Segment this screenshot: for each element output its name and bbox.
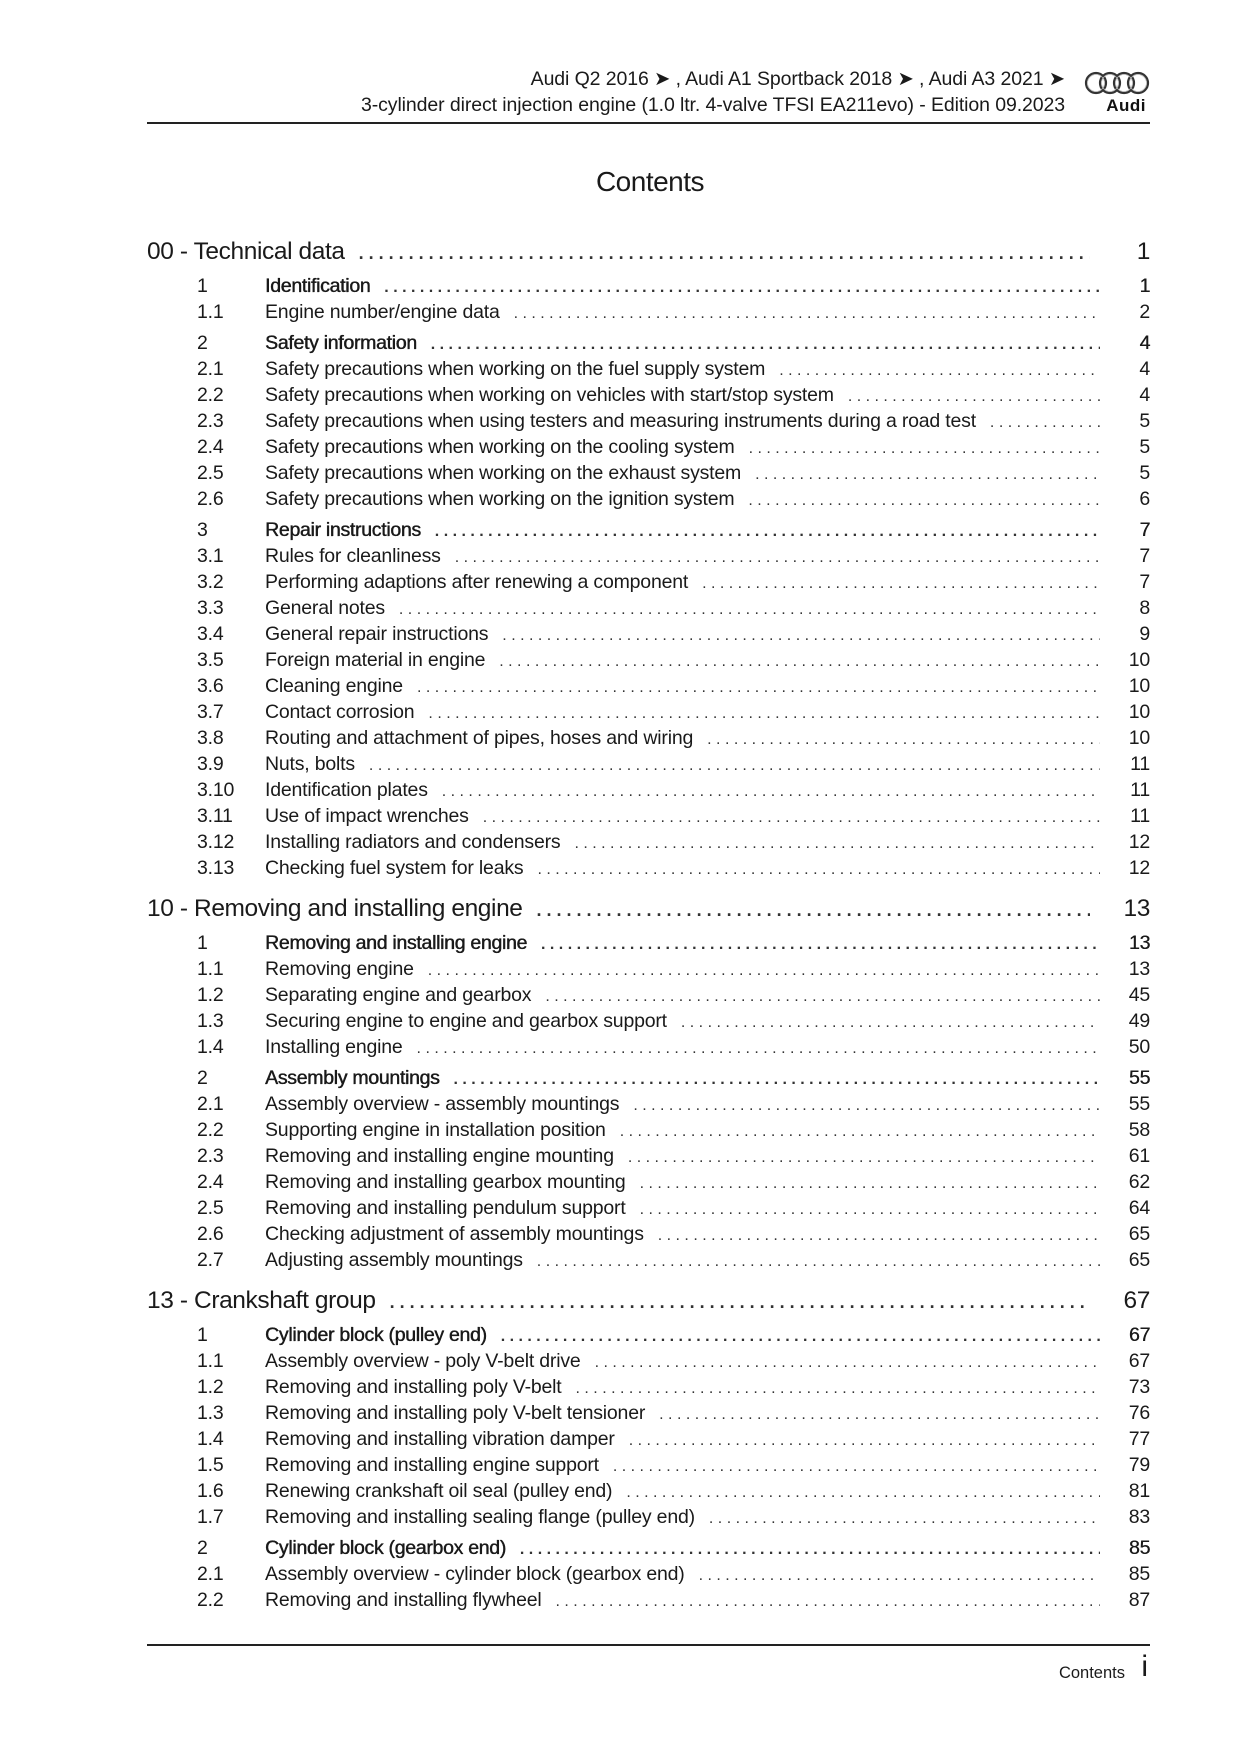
toc-section-title: Cylinder block (gearbox end): [265, 1537, 506, 1559]
dot-leader: [455, 545, 1100, 571]
toc-entry-title: Rules for cleanliness: [265, 545, 441, 567]
toc-entry-number: 3.13: [197, 857, 235, 879]
dot-leader: [499, 649, 1100, 675]
toc-page-number: 11: [1130, 779, 1150, 801]
toc-page-number: 5: [1139, 462, 1150, 484]
footer-page-number: i: [1141, 1650, 1148, 1683]
dot-leader: [399, 597, 1100, 623]
toc-page-number: 12: [1128, 857, 1150, 879]
toc-entry[interactable]: [147, 1247, 1150, 1273]
toc-page-number: 1: [1139, 275, 1150, 297]
dot-leader: [990, 410, 1100, 436]
toc-entry-title: Performing adaptions after renewing a component: [265, 571, 689, 593]
toc-page-number: 10: [1128, 675, 1150, 697]
toc-entry-title: Removing engine: [265, 958, 414, 980]
toc-entry[interactable]: [147, 1348, 1150, 1374]
toc-entry[interactable]: [147, 777, 1150, 803]
toc-entry-title: Nuts, bolts: [265, 753, 355, 775]
page-header: [147, 66, 1150, 124]
dot-leader: [501, 1324, 1100, 1350]
dot-leader: [640, 1171, 1100, 1197]
toc-entry-number: 2.4: [197, 1171, 224, 1193]
toc-section-number: 3: [197, 519, 208, 541]
toc-page-number: 12: [1128, 831, 1150, 853]
toc-entry-number: 2.3: [197, 410, 224, 432]
toc-chapter-title: 00 - Technical data: [147, 238, 345, 265]
toc-section-title: Safety information: [265, 332, 417, 354]
toc-chapter-heading[interactable]: [147, 1285, 1150, 1317]
toc-page-number: 10: [1128, 701, 1150, 723]
toc-section-heading[interactable]: [147, 330, 1150, 356]
toc-page-number: 11: [1130, 805, 1150, 827]
toc-entry-number: 1.4: [197, 1036, 224, 1058]
toc-entry[interactable]: [147, 1504, 1150, 1530]
toc-entry-title: Engine number/engine data: [265, 301, 500, 323]
toc-entry-title: Removing and installing sealing flange (pulley end): [265, 1506, 695, 1528]
toc-page-number: 7: [1139, 519, 1150, 541]
toc-entry-number: 1.2: [197, 984, 224, 1006]
toc-page-number: 67: [1123, 1287, 1150, 1314]
toc-section-heading[interactable]: [147, 930, 1150, 956]
toc-section-number: 1: [197, 1324, 208, 1346]
toc-entry-number: 1.2: [197, 1376, 224, 1398]
toc-entry-title: Assembly overview - cylinder block (gearbox end): [265, 1563, 685, 1585]
toc-entry-number: 3.4: [197, 623, 224, 645]
toc-entry-number: 2.2: [197, 1119, 224, 1141]
toc-page-number: 73: [1128, 1376, 1150, 1398]
toc-entry[interactable]: [147, 543, 1150, 569]
toc-entry-title: Safety precautions when working on the exhaust system: [265, 462, 742, 484]
toc-entry[interactable]: [147, 408, 1150, 434]
toc-entry-number: 2.7: [197, 1249, 224, 1271]
dot-leader: [658, 1223, 1100, 1249]
dot-leader: [537, 857, 1100, 883]
toc-page-number: 8: [1139, 597, 1150, 619]
dot-leader: [699, 1563, 1100, 1589]
toc-entry[interactable]: [147, 1143, 1150, 1169]
page-title: Contents: [595, 166, 705, 197]
toc-entry[interactable]: [147, 1426, 1150, 1452]
dot-leader: [545, 984, 1100, 1010]
toc-entry[interactable]: [147, 1478, 1150, 1504]
toc-entry-number: 2.3: [197, 1145, 224, 1167]
toc-entry[interactable]: [147, 434, 1150, 460]
toc-entry-title: Securing engine to engine and gearbox support: [265, 1010, 667, 1032]
toc-section-number: 1: [197, 932, 208, 954]
toc-entry-title: Routing and attachment of pipes, hoses and wiring: [265, 727, 694, 749]
toc-page-number: 50: [1128, 1036, 1150, 1058]
toc-section-heading[interactable]: [147, 1535, 1150, 1561]
toc-chapter-heading[interactable]: [147, 893, 1150, 925]
toc-entry-number: 3.3: [197, 597, 224, 619]
toc-entry-title: Removing and installing poly V-belt: [265, 1376, 562, 1398]
toc-entry-title: Identification plates: [265, 779, 428, 801]
toc-page-number: 13: [1123, 895, 1150, 922]
toc-entry-number: 1.3: [197, 1010, 224, 1032]
toc-entry-number: 2.2: [197, 384, 224, 406]
toc-entry-title: Supporting engine in installation position: [265, 1119, 606, 1141]
toc-entry-title: Installing radiators and condensers: [265, 831, 561, 853]
dot-leader: [628, 1145, 1100, 1171]
toc-entry[interactable]: [147, 1195, 1150, 1221]
toc-page-number: 7: [1139, 571, 1150, 593]
toc-page-number: 5: [1139, 436, 1150, 458]
dot-leader: [748, 488, 1100, 514]
toc-page-number: 65: [1128, 1223, 1150, 1245]
toc-chapter: [147, 1285, 1150, 1613]
toc-entry-number: 3.6: [197, 675, 224, 697]
toc-section-title: Assembly mountings: [265, 1067, 440, 1089]
dot-leader: [556, 1589, 1100, 1615]
toc-entry[interactable]: [147, 1008, 1150, 1034]
toc-entry[interactable]: [147, 956, 1150, 982]
toc-page-number: 77: [1128, 1428, 1150, 1450]
toc-section-number: 2: [197, 332, 208, 354]
toc-entry[interactable]: [147, 1400, 1150, 1426]
toc-page-number: 4: [1139, 358, 1150, 380]
toc-entry[interactable]: [147, 673, 1150, 699]
toc-entry-title: Contact corrosion: [265, 701, 415, 723]
toc-entry[interactable]: [147, 1452, 1150, 1478]
toc-entry-title: Removing and installing vibration damper: [265, 1428, 615, 1450]
toc-entry[interactable]: [147, 725, 1150, 751]
dot-leader: [749, 436, 1100, 462]
toc-page-number: 7: [1139, 545, 1150, 567]
toc-entry-number: 2.5: [197, 1197, 224, 1219]
toc-page-number: 45: [1128, 984, 1150, 1006]
toc-page-number: 76: [1128, 1402, 1150, 1424]
toc-entry-title: Renewing crankshaft oil seal (pulley end): [265, 1480, 613, 1502]
toc-page-number: 65: [1128, 1249, 1150, 1271]
toc-entry[interactable]: [147, 803, 1150, 829]
toc-section-title: Repair instructions: [265, 519, 421, 541]
toc-section-heading[interactable]: [147, 273, 1150, 299]
toc-entry-title: Cleaning engine: [265, 675, 403, 697]
toc-page-number: 83: [1128, 1506, 1150, 1528]
dot-leader: [514, 301, 1100, 327]
dot-leader: [620, 1119, 1100, 1145]
toc-section-heading[interactable]: [147, 1322, 1150, 1348]
toc-entry-title: General repair instructions: [265, 623, 489, 645]
toc-entry-title: Removing and installing engine support: [265, 1454, 599, 1476]
toc-entry[interactable]: [147, 1561, 1150, 1587]
toc-page-number: 13: [1128, 958, 1150, 980]
dot-leader: [626, 1480, 1100, 1506]
toc-entry-number: 3.5: [197, 649, 224, 671]
toc-entry[interactable]: [147, 1034, 1150, 1060]
toc-entry-number: 1.7: [197, 1506, 224, 1528]
toc-entry[interactable]: [147, 982, 1150, 1008]
toc-entry-number: 2.1: [197, 1563, 224, 1585]
toc-entry[interactable]: [147, 829, 1150, 855]
toc-entry-title: Separating engine and gearbox: [265, 984, 532, 1006]
toc-entry-number: 2.6: [197, 1223, 224, 1245]
toc-entry-title: Safety precautions when working on the cooling system: [265, 436, 735, 458]
toc-entry-title: Assembly overview - assembly mountings: [265, 1093, 620, 1115]
dot-leader: [417, 1036, 1100, 1062]
toc-entry[interactable]: [147, 1221, 1150, 1247]
toc-section-heading[interactable]: [147, 517, 1150, 543]
dot-leader: [537, 1249, 1100, 1275]
dot-leader: [576, 1376, 1100, 1402]
footer-section-label: Contents: [1058, 1664, 1125, 1682]
toc-entry[interactable]: [147, 855, 1150, 881]
header-vehicles: Audi Q2 2016 ➤ , Audi A1 Sportback 2018 ➤ , Audi A3 2021 ➤: [530, 68, 1065, 90]
toc-chapter-heading[interactable]: [147, 236, 1150, 268]
dot-leader: [613, 1454, 1100, 1480]
toc-page-number: 1: [1136, 238, 1150, 265]
toc-entry-title: General notes: [265, 597, 385, 619]
toc-page-number: 4: [1139, 384, 1150, 406]
toc-entry-title: Safety precautions when using testers and measuring instruments during a road test: [265, 410, 976, 432]
toc-entry-title: Safety precautions when working on the fuel supply system: [265, 358, 766, 380]
audi-wordmark: Audi: [1106, 96, 1146, 115]
toc-page-number: 10: [1128, 727, 1150, 749]
toc-page-number: 87: [1128, 1589, 1150, 1611]
dot-leader: [755, 462, 1100, 488]
toc-page-number: 2: [1139, 301, 1150, 323]
toc-chapter: [147, 236, 1150, 881]
dot-leader: [659, 1402, 1100, 1428]
toc-entry-title: Use of impact wrenches: [265, 805, 469, 827]
toc-page-number: 81: [1128, 1480, 1150, 1502]
toc-entry-title: Foreign material in engine: [265, 649, 486, 671]
toc-entry[interactable]: [147, 486, 1150, 512]
dot-leader: [595, 1350, 1100, 1376]
toc-entry-number: 1.3: [197, 1402, 224, 1424]
toc-entry[interactable]: [147, 647, 1150, 673]
toc-page-number: 55: [1128, 1067, 1150, 1089]
toc-entry[interactable]: [147, 621, 1150, 647]
toc-chapter-title: 13 - Crankshaft group: [147, 1287, 376, 1314]
toc-entry-number: 1.1: [197, 301, 224, 323]
toc-page-number: 9: [1139, 623, 1150, 645]
toc-page-number: 67: [1128, 1350, 1150, 1372]
toc-entry-number: 2.5: [197, 462, 224, 484]
dot-leader: [428, 958, 1100, 984]
toc-entry-number: 1.6: [197, 1480, 224, 1502]
toc-entry[interactable]: [147, 699, 1150, 725]
dot-leader: [502, 623, 1100, 649]
toc-section-title: Cylinder block (pulley end): [265, 1324, 487, 1346]
toc-page-number: 49: [1128, 1010, 1150, 1032]
dot-leader: [390, 1286, 1090, 1318]
dot-leader: [633, 1093, 1100, 1119]
toc-section-number: 1: [197, 275, 208, 297]
toc-page-number: 5: [1139, 410, 1150, 432]
dot-leader: [702, 571, 1100, 597]
toc-entry-number: 3.8: [197, 727, 224, 749]
toc-entry-number: 1.5: [197, 1454, 224, 1476]
toc-entry-number: 2.1: [197, 1093, 224, 1115]
toc-page-number: 61: [1128, 1145, 1150, 1167]
toc-entry[interactable]: [147, 1169, 1150, 1195]
dot-leader: [428, 701, 1100, 727]
toc-entry-title: Removing and installing poly V-belt tensioner: [265, 1402, 646, 1424]
dot-leader: [779, 358, 1100, 384]
toc-page-number: 62: [1128, 1171, 1150, 1193]
dot-leader: [417, 675, 1100, 701]
toc-entry[interactable]: [147, 569, 1150, 595]
toc-entry-title: Checking adjustment of assembly mountings: [265, 1223, 644, 1245]
toc-entry-number: 3.10: [197, 779, 235, 801]
header-subtitle: 3-cylinder direct injection engine (1.0 ltr. 4-valve TFSI EA211evo) - Edition 09.2023: [361, 94, 1065, 116]
toc-entry[interactable]: [147, 751, 1150, 777]
toc-entry-number: 3.7: [197, 701, 224, 723]
toc-page-number: 55: [1128, 1093, 1150, 1115]
dot-leader: [483, 805, 1100, 831]
toc-section-number: 2: [197, 1067, 208, 1089]
toc-entry-title: Assembly overview - poly V-belt drive: [265, 1350, 581, 1372]
audi-logo: [1084, 70, 1150, 118]
toc-entry-number: 2.6: [197, 488, 224, 510]
toc-entry-number: 2.2: [197, 1589, 224, 1611]
toc-entry-number: 3.9: [197, 753, 224, 775]
header-divider: [147, 122, 1150, 124]
toc-entry-number: 3.1: [197, 545, 224, 567]
dot-leader: [681, 1010, 1100, 1036]
toc-entry[interactable]: [147, 595, 1150, 621]
toc-page-number: 11: [1130, 753, 1150, 775]
dot-leader: [537, 894, 1090, 926]
toc-entry[interactable]: [147, 1091, 1150, 1117]
dot-leader: [384, 275, 1100, 301]
table-of-contents: [147, 236, 1150, 1625]
toc-section-title: Removing and installing engine: [265, 932, 528, 954]
toc-entry[interactable]: [147, 1587, 1150, 1613]
toc-chapter: [147, 893, 1150, 1273]
audi-four-rings-icon: [1084, 70, 1150, 96]
toc-entry-title: Removing and installing gearbox mounting: [265, 1171, 626, 1193]
toc-page-number: 13: [1128, 932, 1150, 954]
dot-leader: [709, 1506, 1100, 1532]
toc-entry-title: Checking fuel system for leaks: [265, 857, 524, 879]
dot-leader: [431, 332, 1100, 358]
dot-leader: [442, 779, 1100, 805]
toc-entry-title: Installing engine: [265, 1036, 403, 1058]
dot-leader: [454, 1067, 1100, 1093]
toc-entry-number: 1.4: [197, 1428, 224, 1450]
toc-entry-title: Removing and installing engine mounting: [265, 1145, 614, 1167]
toc-page-number: 4: [1139, 332, 1150, 354]
dot-leader: [359, 237, 1090, 269]
toc-entry-title: Removing and installing flywheel: [265, 1589, 542, 1611]
toc-page-number: 6: [1139, 488, 1150, 510]
toc-page-number: 85: [1128, 1563, 1150, 1585]
toc-entry-number: 3.11: [197, 805, 233, 827]
toc-entry-number: 2.1: [197, 358, 224, 380]
toc-section-number: 2: [197, 1537, 208, 1559]
toc-entry-title: Safety precautions when working on the ignition system: [265, 488, 735, 510]
toc-section-title: Identification: [265, 275, 371, 297]
toc-page-number: 85: [1128, 1537, 1150, 1559]
header-text: [361, 66, 1065, 118]
dot-leader: [435, 519, 1100, 545]
toc-entry[interactable]: [147, 460, 1150, 486]
toc-entry-title: Adjusting assembly mountings: [265, 1249, 523, 1271]
toc-chapter-title: 10 - Removing and installing engine: [147, 895, 523, 922]
footer-divider: [147, 1644, 1150, 1646]
toc-entry[interactable]: [147, 1374, 1150, 1400]
toc-entry-number: 1.1: [197, 958, 224, 980]
toc-entry[interactable]: [147, 1117, 1150, 1143]
toc-entry-number: 1.1: [197, 1350, 224, 1372]
toc-page-number: 58: [1128, 1119, 1150, 1141]
toc-section-heading[interactable]: [147, 1065, 1150, 1091]
dot-leader: [541, 932, 1100, 958]
dot-leader: [574, 831, 1100, 857]
toc-entry-number: 3.12: [197, 831, 235, 853]
dot-leader: [520, 1537, 1100, 1563]
toc-page-number: 67: [1128, 1324, 1150, 1346]
toc-page-number: 64: [1128, 1197, 1150, 1219]
dot-leader: [848, 384, 1100, 410]
toc-page-number: 10: [1128, 649, 1150, 671]
toc-entry-title: Removing and installing pendulum support: [265, 1197, 626, 1219]
dot-leader: [369, 753, 1100, 779]
dot-leader: [707, 727, 1100, 753]
toc-entry[interactable]: [147, 356, 1150, 382]
toc-entry-title: Safety precautions when working on vehicles with start/stop system: [265, 384, 834, 406]
toc-entry[interactable]: [147, 382, 1150, 408]
dot-leader: [640, 1197, 1100, 1223]
toc-entry-number: 2.4: [197, 436, 224, 458]
dot-leader: [629, 1428, 1100, 1454]
toc-entry-number: 3.2: [197, 571, 224, 593]
toc-page-number: 79: [1128, 1454, 1150, 1476]
toc-entry[interactable]: [147, 299, 1150, 325]
